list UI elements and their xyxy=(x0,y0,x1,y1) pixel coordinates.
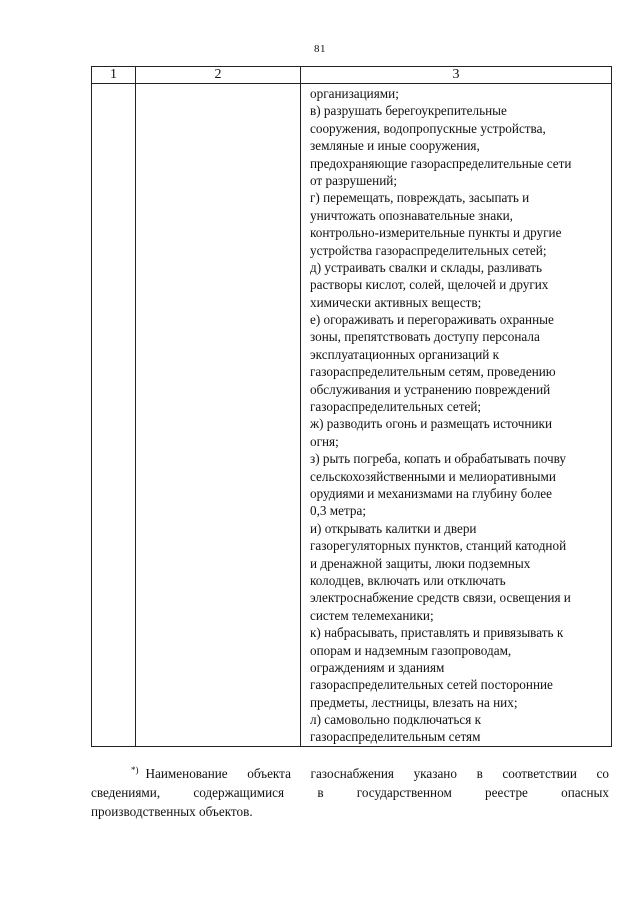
text-line: е) огораживать и перегораживать охранные xyxy=(310,312,554,328)
text-line: контрольно-измерительные пункты и другие xyxy=(310,225,562,241)
page-number: 81 xyxy=(314,43,326,55)
cell-column-2 xyxy=(136,84,301,747)
text-line: химически активных веществ; xyxy=(310,294,482,310)
text-line: в) разрушать берегоукрепительные xyxy=(310,103,507,119)
text-line: газораспределительных сетей посторонние xyxy=(310,677,553,693)
column-header-1: 1 xyxy=(92,67,136,84)
text-line: газораспределительных сетей; xyxy=(310,399,482,415)
text-line: земляные и иные сооружения, xyxy=(310,138,480,154)
text-line: устройства газораспределительных сетей; xyxy=(310,242,547,258)
text-line: з) рыть погреба, копать и обрабатывать почву xyxy=(310,451,566,467)
text-line: орудиями и механизмами на глубину более xyxy=(310,485,552,501)
text-line: сельскохозяйственными и мелиоративными xyxy=(310,468,556,484)
text-line: организациями; xyxy=(310,86,399,101)
footnote-line-1 xyxy=(91,764,609,783)
text-line: г) перемещать, повреждать, засыпать и xyxy=(310,190,530,206)
column-header-2: 2 xyxy=(136,67,301,84)
text-line: ж) разводить огонь и размещать источники xyxy=(310,416,553,432)
footnote-marker: *) xyxy=(131,764,139,775)
text-line: предметы, лестницы, влезать на них; xyxy=(310,694,518,710)
text-line: и дренажной защиты, люки подземных xyxy=(310,555,531,571)
text-line: л) самовольно подключаться к xyxy=(310,712,482,728)
text-line: эксплуатационных организаций к xyxy=(310,346,500,362)
text-line: огня; xyxy=(310,433,339,449)
footnote-line-2: сведениями, содержащимися в государственном реестре опасных xyxy=(91,785,609,800)
requirements-table xyxy=(91,66,612,747)
cell-column-1 xyxy=(92,84,136,747)
footnote-line-3: производственных объектов. xyxy=(91,804,253,819)
table-header-row xyxy=(92,67,612,84)
text-line: от разрушений; xyxy=(310,172,397,188)
text-line: систем телемеханики; xyxy=(310,607,434,623)
text-line: электроснабжение средств связи, освещения и xyxy=(310,590,571,606)
text-line: ограждениям и зданиям xyxy=(310,659,445,675)
cell-column-3 xyxy=(301,84,612,747)
text-line: опорам и надземным газопроводам, xyxy=(310,642,512,658)
text-line: растворы кислот, солей, щелочей и других xyxy=(310,277,549,293)
text-line: предохраняющие газораспределительные сети xyxy=(310,155,572,171)
text-line: и) открывать калитки и двери xyxy=(310,520,477,536)
text-line: уничтожать опознавательные знаки, xyxy=(310,207,513,223)
column-header-3: 3 xyxy=(301,67,612,84)
text-line: 0,3 метра; xyxy=(310,503,367,519)
table-row xyxy=(92,84,612,747)
footnote xyxy=(91,764,609,821)
text-line: сооружения, водопропускные устройства, xyxy=(310,120,546,136)
text-line: газораспределительным сетям xyxy=(310,729,481,745)
text-line: обслуживания и устранению повреждений xyxy=(310,381,551,397)
restrictions-text xyxy=(301,84,611,746)
text-line: газораспределительным сетям, проведению xyxy=(310,364,556,380)
footnote-line-1-text: Наименование объекта газоснабжения указано в соответствии со xyxy=(145,766,609,781)
text-line: газорегуляторных пунктов, станций катодной xyxy=(310,538,567,554)
text-line: к) набрасывать, приставлять и привязывать к xyxy=(310,625,564,641)
text-line: колодцев, включать или отключать xyxy=(310,572,506,588)
text-line: д) устраивать свалки и склады, разливать xyxy=(310,259,542,275)
text-line: зоны, препятствовать доступу персонала xyxy=(310,329,540,345)
